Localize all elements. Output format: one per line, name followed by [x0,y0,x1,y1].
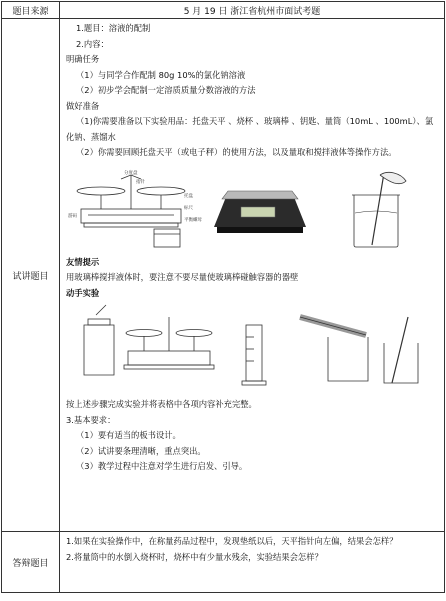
exam-table [1,1,445,593]
tip-heading: 友情提示 [66,256,100,267]
req-3: （3）教学过程中注意对学生进行启发、引导。 [76,461,248,471]
label-tray: 托盘 [184,193,193,199]
source-label: 题目来源 [2,2,60,19]
lab-heading: 动手实验 [66,287,100,298]
qa-content [60,532,445,593]
qa-question-2: 2.将量筒中的水倒入烧杯时，烧杯中有少量水残余，实验结果会怎样？ [66,551,323,562]
label-scale: 标尺 [184,205,193,211]
task-heading: 明确任务 [66,54,100,64]
prep-1: （1)你需要准备以下实验用品：托盘天平 、烧杯 、玻璃棒 、钥匙、量筒（10mL 、100mL）、氯化钠、蒸馏水 [66,116,434,142]
label-dial: 分度盘 [124,170,138,176]
req-1: （1）要有适当的板书设计。 [76,430,181,440]
after-1: 按上述步骤完成实验并将表格中各项内容补充完整。 [66,399,257,409]
procedure-figure [66,303,434,395]
lecture-label: 试讲题目 [2,19,60,532]
label-pointer: 指针 [136,179,145,185]
content-line: 2.内容： [76,38,109,49]
reagent-jar [84,305,114,375]
after-2: 3.基本要求： [66,414,116,425]
qa-row [2,532,445,593]
pouring-step [300,317,368,381]
qa-question-1: 1.如果在实验操作中，在称量药品过程中，发现垫纸以后，天平指针向左偏，结果会怎样？ [66,536,398,546]
prep-heading: 做好准备 [66,100,100,111]
measuring-cylinder [242,325,266,385]
balance-diagram [77,175,185,247]
procedure-balance [124,317,214,369]
task-2: （2）初步学会配制一定溶质质量分数溶液的方法 [76,85,256,95]
prep-2: （2）你需要回顾托盘天平（或电子秤）的使用方法，以及量取和搅拌液体等操作方法。 [76,147,397,157]
equipment-figure [66,167,434,251]
lecture-row [2,19,445,532]
topic-line: 1.题目：溶液的配制 [76,23,151,33]
task-1: （1）与同学合作配制 80g 10%的氯化钠溶液 [76,69,246,80]
label-nut: 平衡螺母 [184,217,202,223]
beaker-stirring [352,172,406,247]
electronic-scale [214,191,306,233]
source-value: 5 月 19 日 浙江省杭州市面试考题 [60,2,445,19]
lecture-content [60,19,445,532]
qa-label: 答辩题目 [2,532,60,593]
req-2: （2）试讲要条理清晰，重点突出。 [76,445,206,456]
stirring-step [384,317,418,383]
tip-text: 用玻璃棒搅拌液体时，要注意不要尽量使玻璃棒碰触容器的器壁 [66,272,299,282]
header-row [2,2,445,19]
label-rider: 游码 [68,213,77,219]
